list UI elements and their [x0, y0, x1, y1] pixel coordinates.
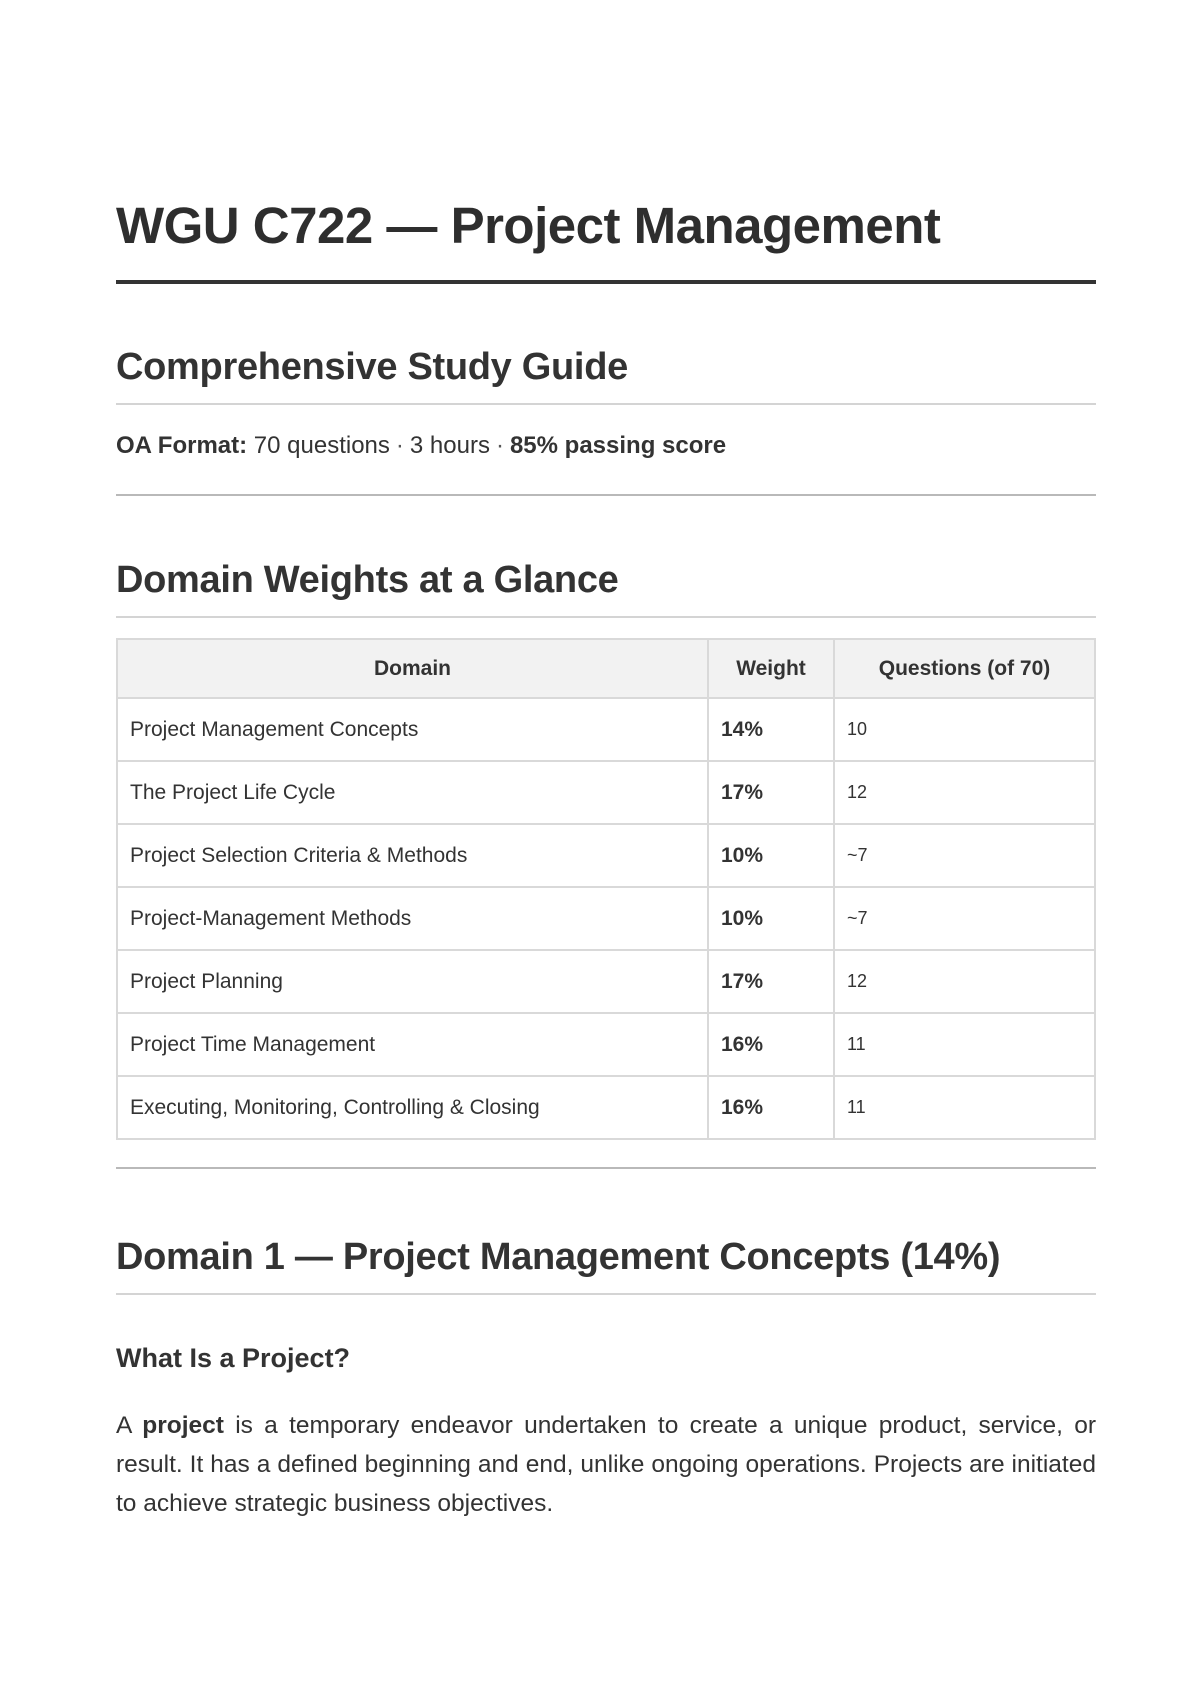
- questions-cell: 10: [834, 698, 1095, 761]
- weight-cell: 10%: [708, 887, 834, 950]
- weight-cell: 16%: [708, 1013, 834, 1076]
- para-body: is a temporary endeavor undertaken to create a unique product, service, or result. It has a defined beginning and end, unlike ongoing operations. Projects are initiated to achieve strategic business objectives.: [116, 1412, 1096, 1517]
- project-definition-paragraph: [116, 1406, 1096, 1523]
- heading-underline: [116, 403, 1096, 405]
- document-title: WGU C722 — Project Management: [116, 197, 941, 254]
- heading-underline: [116, 1293, 1096, 1295]
- domain-cell: Project-Management Methods: [117, 887, 708, 950]
- title-underline: [116, 280, 1096, 284]
- questions-cell: 11: [834, 1076, 1095, 1139]
- heading-underline: [116, 616, 1096, 618]
- separator-dot: ·: [495, 432, 504, 459]
- separator-dot: ·: [395, 432, 404, 459]
- questions-cell: 11: [834, 1013, 1095, 1076]
- column-header-questions: Questions (of 70): [834, 639, 1095, 698]
- weight-cell: 10%: [708, 824, 834, 887]
- domain-cell: The Project Life Cycle: [117, 761, 708, 824]
- column-header-domain: Domain: [117, 639, 708, 698]
- section-divider: [116, 494, 1096, 496]
- weight-cell: 16%: [708, 1076, 834, 1139]
- oa-format-line: [116, 432, 726, 460]
- term-project: project: [142, 1412, 224, 1439]
- study-guide-heading: Comprehensive Study Guide: [116, 346, 628, 388]
- table-header-row: [117, 639, 1095, 698]
- questions-cell: ~7: [834, 824, 1095, 887]
- oa-format-label: OA Format:: [116, 432, 248, 459]
- table-row: [117, 887, 1095, 950]
- section-divider: [116, 1167, 1096, 1169]
- table-row: [117, 824, 1095, 887]
- para-lead: A: [116, 1412, 143, 1439]
- oa-passing-score: 85% passing score: [509, 432, 727, 459]
- questions-cell: 12: [834, 950, 1095, 1013]
- what-is-project-heading: What Is a Project?: [116, 1343, 351, 1373]
- domain-weights-table: [116, 638, 1096, 1140]
- weight-cell: 17%: [708, 950, 834, 1013]
- domain-cell: Project Time Management: [117, 1013, 708, 1076]
- table-row: [117, 761, 1095, 824]
- column-header-weight: Weight: [708, 639, 834, 698]
- oa-questions: 70 questions: [253, 432, 390, 459]
- domain-cell: Project Management Concepts: [117, 698, 708, 761]
- weight-cell: 17%: [708, 761, 834, 824]
- questions-cell: ~7: [834, 887, 1095, 950]
- domain-weights-heading: Domain Weights at a Glance: [116, 559, 619, 601]
- table-row: [117, 1013, 1095, 1076]
- table-row: [117, 698, 1095, 761]
- domain1-heading: Domain 1 — Project Management Concepts (14%): [116, 1236, 1001, 1278]
- domain-cell: Project Planning: [117, 950, 708, 1013]
- domain-cell: Project Selection Criteria & Methods: [117, 824, 708, 887]
- table-row: [117, 1076, 1095, 1139]
- domain-cell: Executing, Monitoring, Controlling & Closing: [117, 1076, 708, 1139]
- oa-duration: 3 hours: [409, 432, 490, 459]
- questions-cell: 12: [834, 761, 1095, 824]
- weight-cell: 14%: [708, 698, 834, 761]
- table-row: [117, 950, 1095, 1013]
